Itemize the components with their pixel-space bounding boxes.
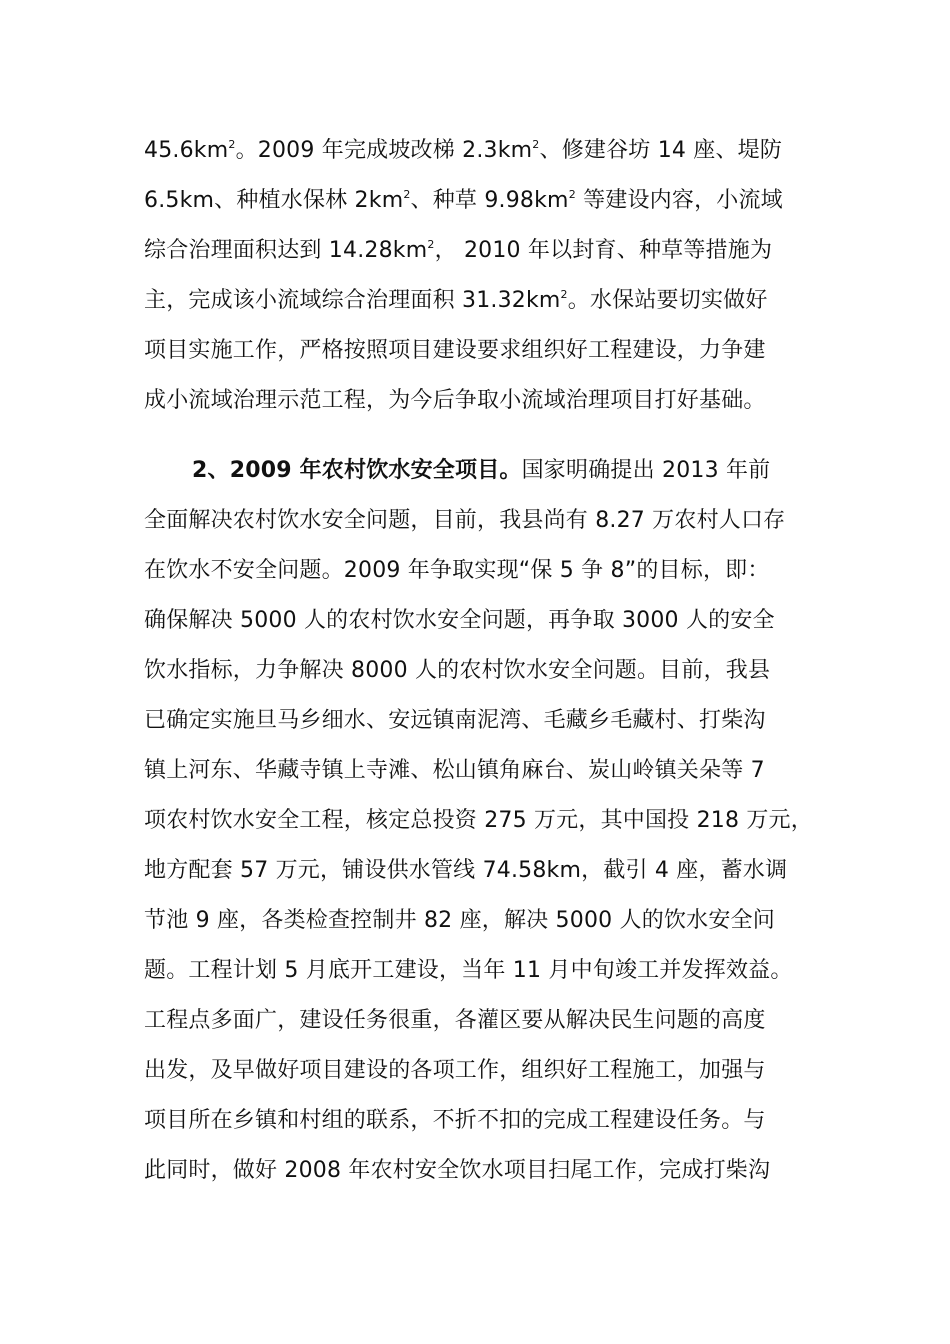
paragraph2-line-2: 全面解决农村饮水安全问题，目前，我县尚有 8.27 万农村人口存 xyxy=(144,508,786,533)
paragraph2-line-15: 此同时，做好 2008 年农村安全饮水项目扫尾工作，完成打柴沟 xyxy=(144,1158,771,1183)
paragraph2-line-1 xyxy=(192,456,770,486)
paragraph2-line-8: 项农村饮水安全工程，核定总投资 275 万元，其中国投 218 万元， xyxy=(144,808,813,833)
superscript: 2 xyxy=(532,138,540,151)
superscript: 2 xyxy=(568,188,576,201)
text-segment: 、种草 9.98km xyxy=(410,188,569,213)
paragraph1-line-6: 成小流域治理示范工程，为今后争取小流域治理项目打好基础。 xyxy=(144,388,766,413)
text-segment: 45.6km xyxy=(144,138,229,163)
text-segment: ， 2010 年以封育、种草等措施为 xyxy=(434,238,773,263)
superscript: 2 xyxy=(560,288,568,301)
superscript: 2 xyxy=(403,188,411,201)
text-segment: 综合治理面积达到 14.28km xyxy=(144,238,428,263)
section-heading: 2、2009 年农村饮水安全项目。 xyxy=(192,458,522,483)
paragraph2-line-6: 已确定实施旦马乡细水、安远镇南泥湾、毛藏乡毛藏村、打柴沟 xyxy=(144,708,766,733)
text-segment: 等建设内容，小流域 xyxy=(575,188,783,213)
text-segment: 、修建谷坊 14 座、堤防 xyxy=(539,138,783,163)
text-segment: 。2009 年完成坡改梯 2.3km xyxy=(235,138,533,163)
paragraph1-line-2 xyxy=(144,186,783,216)
superscript: 2 xyxy=(228,138,236,151)
paragraph2-line-11: 题。工程计划 5 月底开工建设，当年 11 月中旬竣工并发挥效益。 xyxy=(144,958,793,983)
text-segment: 。水保站要切实做好 xyxy=(567,288,768,313)
superscript: 2 xyxy=(427,238,435,251)
paragraph2-line-5: 饮水指标，力争解决 8000 人的农村饮水安全问题。目前，我县 xyxy=(144,658,771,683)
paragraph1-line-3 xyxy=(144,236,772,266)
paragraph2-line-7: 镇上河东、华藏寺镇上寺滩、松山镇角麻台、炭山岭镇关朵等 7 xyxy=(144,758,765,783)
paragraph2-line-10: 节池 9 座，各类检查控制井 82 座，解决 5000 人的饮水安全问 xyxy=(144,908,775,933)
paragraph2-line-14: 项目所在乡镇和村组的联系，不折不扣的完成工程建设任务。与 xyxy=(144,1108,766,1133)
text-segment: 主，完成该小流域综合治理面积 31.32km xyxy=(144,288,561,313)
text-segment: 6.5km、种植水保林 2km xyxy=(144,188,404,213)
paragraph2-line-9: 地方配套 57 万元，铺设供水管线 74.58km，截引 4 座，蓄水调 xyxy=(144,858,788,883)
text-segment: 国家明确提出 2013 年前 xyxy=(521,458,771,483)
paragraph1-line-1 xyxy=(144,136,782,166)
paragraph2-line-4: 确保解决 5000 人的农村饮水安全问题，再争取 3000 人的安全 xyxy=(144,608,775,633)
paragraph2-line-12: 工程点多面广，建设任务很重，各灌区要从解决民生问题的高度 xyxy=(144,1008,766,1033)
paragraph1-line-4 xyxy=(144,286,768,316)
paragraph2-line-3: 在饮水不安全问题。2009 年争取实现“保 5 争 8”的目标，即： xyxy=(144,558,770,583)
paragraph2-line-13: 出发，及早做好项目建设的各项工作，组织好工程施工，加强与 xyxy=(144,1058,766,1083)
paragraph1-line-5: 项目实施工作，严格按照项目建设要求组织好工程建设，力争建 xyxy=(144,338,766,363)
